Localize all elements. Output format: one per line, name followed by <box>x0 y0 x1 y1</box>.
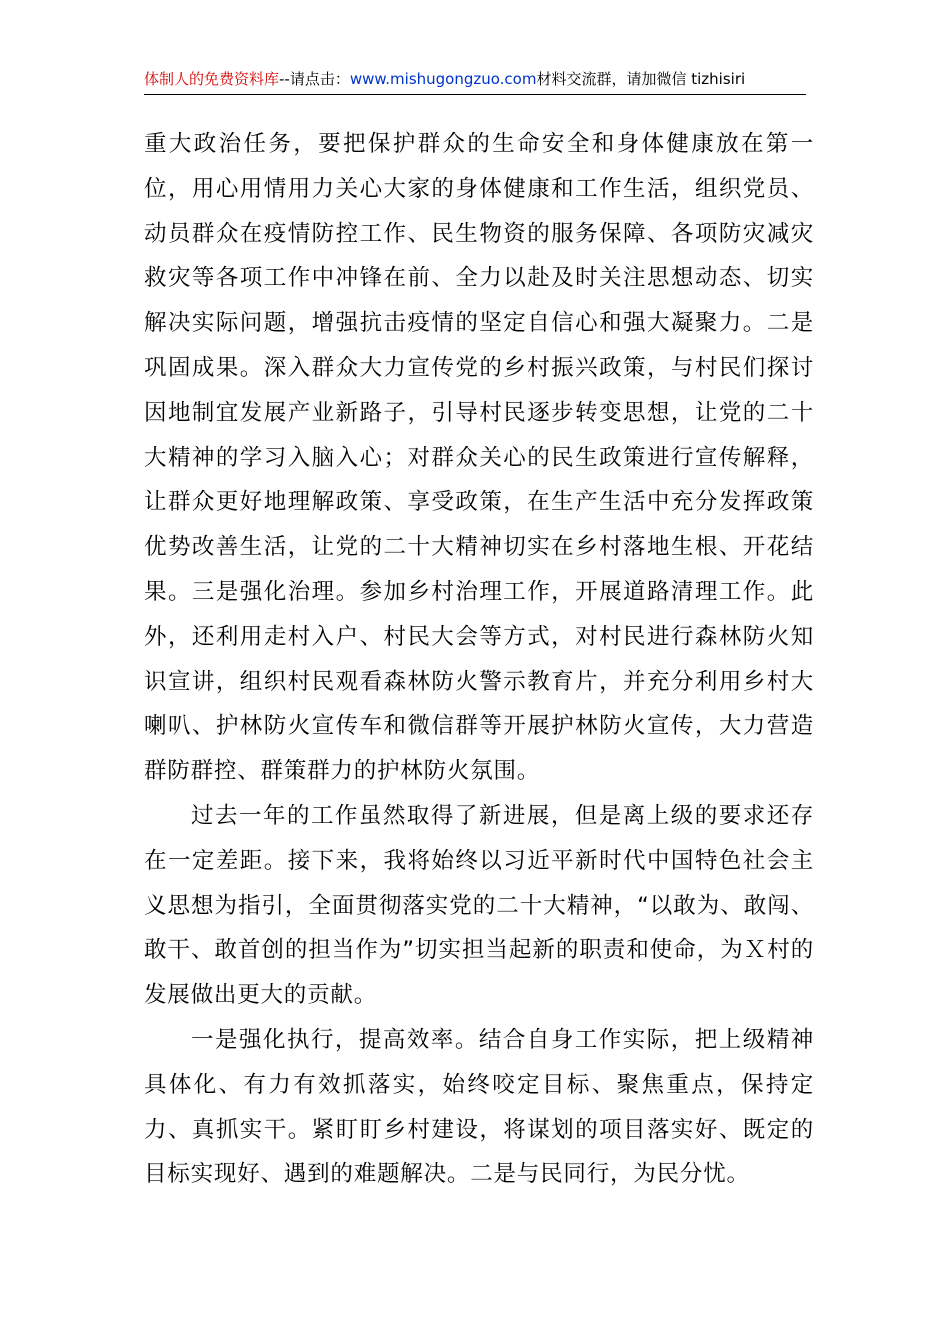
page-header <box>144 68 806 95</box>
paragraph-2: 过去一年的工作虽然取得了新进展，但是离上级的要求还存在一定差距。接下来，我将始终以习近平新时代中国特色社会主义思想为指引，全面贯彻落实党的二十大精神，“以敢为、敢闯、敢干、敢首创的担当作为”切实担当起新的职责和使命，为Ｘ村的发展做出更大的贡献。 <box>144 802 814 1009</box>
header-note: 材料交流群，请加微信 tizhisiri <box>536 70 746 88</box>
header-link[interactable]: www.mishugongzuo.com <box>349 70 537 88</box>
document-body <box>144 122 814 1197</box>
paragraph-3: 一是强化执行，提高效率。结合自身工作实际，把上级精神具体化、有力有效抓落实，始终咬定目标、聚焦重点，保持定力、真抓实干。紧盯盯乡村建设，将谋划的项目落实好、既定的目标实现好、遇到的难题解决。二是与民同行，为民分忧。 <box>144 1026 814 1188</box>
paragraph-1: 重大政治任务，要把保护群众的生命安全和身体健康放在第一位，用心用情用力关心大家的身体健康和工作生活，组织党员、动员群众在疫情防控工作、民生物资的服务保障、各项防灾减灾救灾等各项工作中冲锋在前、全力以赴及时关注思想动态、切实解决实际问题，增强抗击疫情的坚定自信心和强大凝聚力。二是巩固成果。深入群众大力宣传党的乡村振兴政策，与村民们探讨因地制宜发展产业新路子，引导村民逐步转变思想，让党的二十大精神的学习入脑入心；对群众关心的民生政策进行宣传解释，让群众更好地理解政策、享受政策，在生产生活中充分发挥政策优势改善生活，让党的二十大精神切实在乡村落地生根、开花结果。三是强化治理。参加乡村治理工作，开展道路清理工作。此外，还利用走村入户、村民大会等方式，对村民进行森林防火知识宣讲，组织村民观看森林防火警示教育片，并充分利用乡村大喇叭、护林防火宣传车和微信群等开展护林防火宣传，大力营造群防群控、群策群力的护林防火氛围。 <box>144 131 814 785</box>
header-separator: --请点击： <box>279 70 350 88</box>
header-brand: 体制人的免费资料库 <box>144 70 280 88</box>
